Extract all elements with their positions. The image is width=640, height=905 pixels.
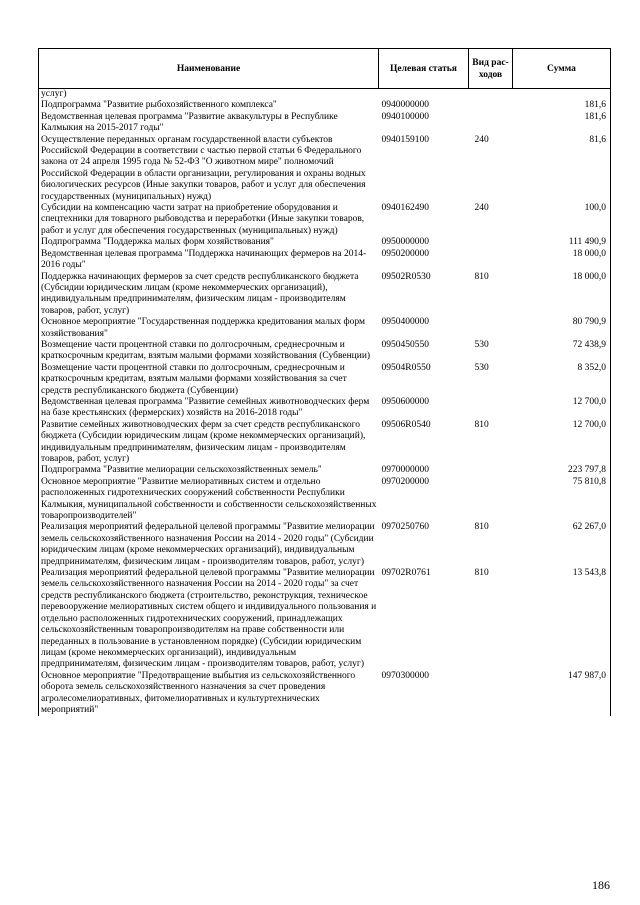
header-name: Наименование [39,49,379,89]
table-row [39,568,611,671]
row-code: 0950400000 [381,317,429,328]
row-name: Ведомственная целевая программа "Развитие аквакультуры в Республике Калмыкия на 2015-2017 годы" [39,112,379,135]
row-vid: 810 [474,568,489,579]
row-name: Ведомственная целевая программа "Поддержка начинающих фермеров на 2014-2016 годы" [39,249,379,272]
row-code: 0940000000 [381,100,429,111]
table-row [39,100,611,111]
row-vid: 810 [474,271,489,282]
row-name: Осуществление переданных органам государственной власти субъектов Российской Федерации в соответствии с частью первой статьи 6 Федерального закона от 24 апреля 1995 года № 52-ФЗ "О животном мире" полномочий Российской Федерации в области организации, регулирования и охраны водных биологических ресурсов (Иные закупки товаров, работ и услуг для обеспечения государственных (муниципальных) нужд) [39,135,379,203]
row-vid [469,477,513,523]
row-sum: 12 700,0 [513,420,611,466]
row-vid [469,249,513,272]
row-sum: 75 810,8 [513,477,611,523]
row-vid [469,100,513,111]
table-row [39,420,611,466]
row-name: Возмещение части процентной ставки по долгосрочным, среднесрочным и краткосрочным кредитам, взятым малыми формами хозяйствования (Субвенции) [39,340,379,363]
row-vid [469,397,513,420]
row-name: Подпрограмма "Поддержка малых форм хозяйствования" [39,237,379,248]
row-sum: 181,6 [513,100,611,111]
table-row [39,671,611,717]
row-vid [469,237,513,248]
row-sum: 147 987,0 [513,671,611,717]
table-row [39,203,611,237]
row-sum: 62 267,0 [513,522,611,568]
row-vid: 530 [474,362,489,373]
row-vid: 530 [474,339,489,350]
table-row [39,237,611,248]
row-sum: 13 543,8 [513,568,611,671]
row-name: Реализация мероприятий федеральной целевой программы "Развитие мелиорации земель сельскохозяйственного назначения России на 2014 - 2020 годы" (Субсидии юридическим лицам (кроме некоммерческих организаций), индивидуальным предпринимателям, физическим лицам - производителям товаров, работ, услуг) [39,522,379,568]
row-vid [469,89,513,101]
row-code: 09506R0540 [381,419,431,430]
row-sum: 111 490,9 [513,237,611,248]
page-number: 186 [592,878,610,892]
table-body [39,89,611,717]
row-name: Основное мероприятие "Развитие мелиоративных систем и отдельно расположенных гидротехнических сооружений собственности Республики Калмыкия, муниципальной собственности и собственности сельскохозяйственных товаропроизводителей" [39,477,379,523]
row-code: 0940159100 [381,134,429,145]
row-vid [469,465,513,476]
table-row [39,522,611,568]
row-name: Подпрограмма "Развитие мелиорации сельскохозяйственных земель" [39,465,379,476]
table-row [39,397,611,420]
header-sum: Сумма [513,49,611,89]
row-code: 09502R0530 [381,271,431,282]
row-sum: 80 790,9 [513,317,611,340]
row-vid: 810 [474,419,489,430]
row-sum: 72 438,9 [513,340,611,363]
row-name: Развитие семейных животноводческих ферм за счет средств республиканского бюджета (Субсидии юридическим лицам (кроме некоммерческих организаций), индивидуальным предпринимателям, физическим лицам - производителям товаров, работ, услуг) [39,420,379,466]
row-sum: 223 797,8 [513,465,611,476]
row-name: Основное мероприятие "Предотвращение выбытия из сельскохозяйственного оборота земель сельскохозяйственного назначения за счет проведения агролесомелиоративных, фитомелиоративных и культуртехнических мероприятий" [39,671,379,717]
table-row [39,112,611,135]
row-sum: 18 000,0 [513,249,611,272]
row-sum: 8 352,0 [513,363,611,397]
table-row [39,89,611,101]
row-code: 0950450550 [381,339,429,350]
row-name: Субсидии на компенсацию части затрат на приобретение оборудования и спецтехники для товарного рыбоводства и переработки (Иные закупки товаров, работ и услуг для обеспечения государственных (муниципальных) нужд) [39,203,379,237]
table-row [39,465,611,476]
row-code [379,89,469,101]
row-sum: 81,6 [513,135,611,203]
row-code: 0940162490 [381,203,429,214]
table-row [39,340,611,363]
row-code: 0940100000 [381,111,429,122]
row-sum: 100,0 [513,203,611,237]
table-row [39,272,611,318]
table-row [39,135,611,203]
row-code: 0950600000 [381,396,429,407]
row-vid [469,112,513,135]
row-name: Реализация мероприятий федеральной целевой программы "Развитие мелиорации земель сельскохозяйственного назначения России на 2014 - 2020 годы" за счет средств республиканского бюджета (строительство, реконструкция, техническое перевооружение мелиоративных систем общего и индивидуального пользования и отдельно расположенных гидротехнических сооружений, принадлежащих сельскохозяйственным товаропроизводителям на праве собственности или переданных в пользование в установленном порядке) (Субсидии юридическим лицам (кроме некоммерческих организаций), индивидуальным предпринимателям, физическим лицам - производителям товаров, работ, услуг) [39,568,379,671]
row-vid: 810 [474,522,489,533]
row-code: 0970300000 [381,670,429,681]
row-name: услуг) [39,89,379,101]
row-code: 0970000000 [381,465,429,476]
row-sum: 181,6 [513,112,611,135]
row-code: 0970200000 [381,476,429,487]
row-code: 0950000000 [381,237,429,248]
row-vid [469,317,513,340]
row-name: Подпрограмма "Развитие рыбохозяйственного комплекса" [39,100,379,111]
row-sum: 12 700,0 [513,397,611,420]
row-name: Основное мероприятие "Государственная поддержка кредитования малых форм хозяйствования" [39,317,379,340]
budget-table [38,48,611,716]
row-vid: 240 [474,203,489,214]
row-sum: 18 000,0 [513,272,611,318]
row-name: Возмещение части процентной ставки по долгосрочным, среднесрочным и краткосрочным кредитам, взятым малыми формами хозяйствования за счет средств республиканского бюджета (Субвенции) [39,363,379,397]
row-name: Поддержка начинающих фермеров за счет средств республиканского бюджета (Субсидии юридическим лицам (кроме некоммерческих организаций), индивидуальным предпринимателям, физическим лицам - производителям товаров, работ, услуг) [39,272,379,318]
header-vid: Вид рас-ходов [469,49,513,89]
row-code: 0970250760 [381,522,429,533]
table-row [39,317,611,340]
row-code: 09702R0761 [381,568,431,579]
row-vid: 240 [474,134,489,145]
row-code: 09504R0550 [381,362,431,373]
row-code: 0950200000 [381,248,429,259]
table-header [39,49,611,89]
table-row [39,249,611,272]
header-code: Целевая статья [379,49,469,89]
table-row [39,477,611,523]
row-vid [469,671,513,717]
row-name: Ведомственная целевая программа "Развитие семейных животноводческих ферм на базе крестьянских (фермерских) хозяйств на 2016-2018 годы" [39,397,379,420]
table-row [39,363,611,397]
row-sum [513,89,611,101]
